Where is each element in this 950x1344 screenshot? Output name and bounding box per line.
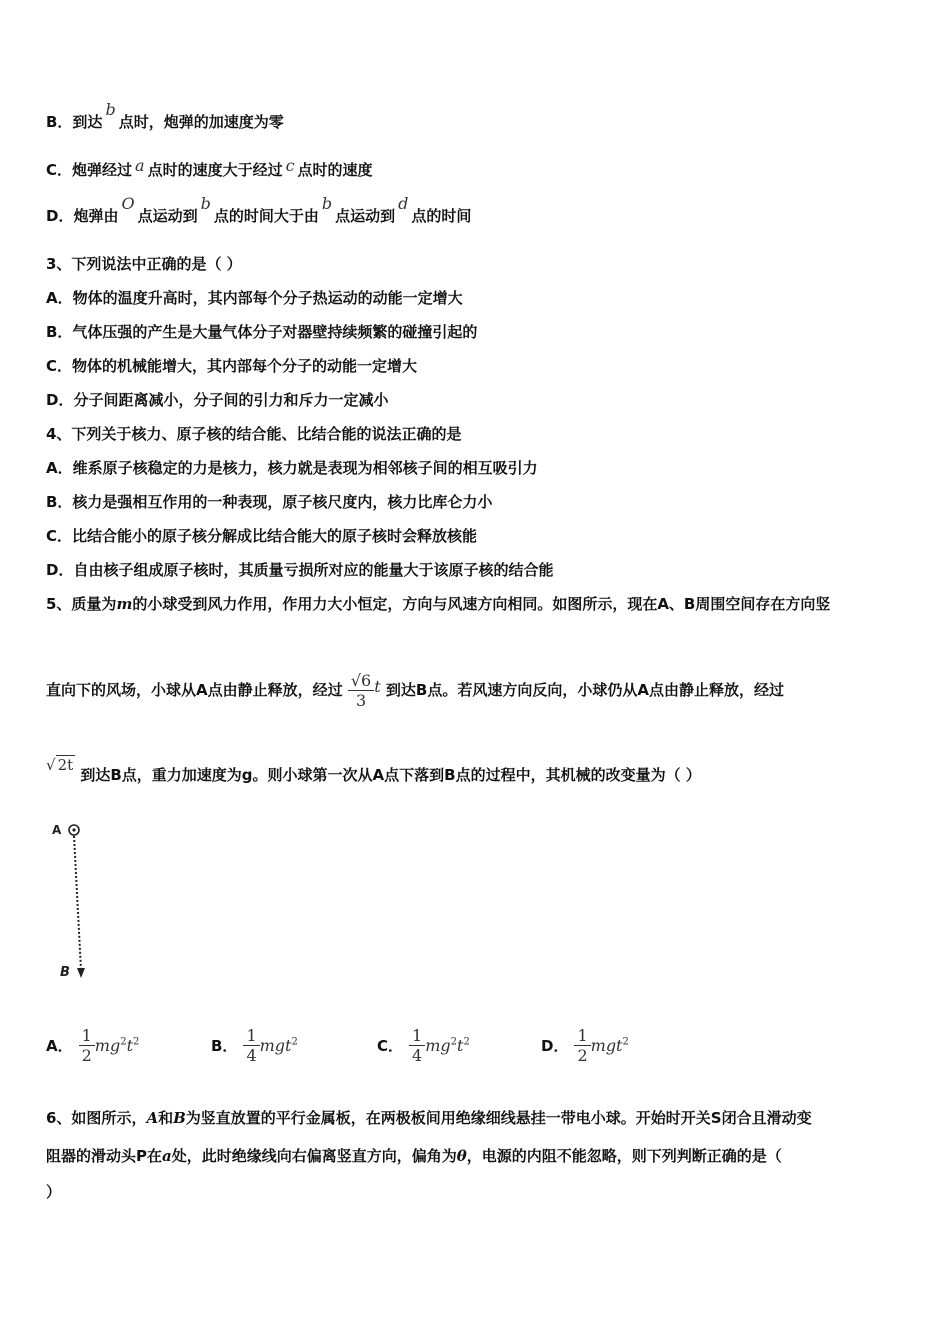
q6-stem-line1: 6、如图所示，A和B为竖直放置的平行金属板，在两极板间用绝缘细线悬挂一带电小球。开始时开关S闭合且滑动变 bbox=[46, 1109, 812, 1127]
q5-stem-line3: √ 2t 到达B点，重力加速度为g。则小球第一次从A点下落到B点的过程中，其机械的改变量为（ ） bbox=[46, 756, 701, 784]
q4-option-a: A．维系原子核稳定的力是核力，核力就是表现为相邻核子间的相互吸引力 bbox=[46, 459, 538, 477]
arrow-head bbox=[77, 968, 85, 978]
point-b-label: B bbox=[60, 965, 70, 980]
q6-stem-line2: 阻器的滑动头P在a处，此时绝缘线向右偏离竖直方向，偏角为θ，电源的内阻不能忽略，则下列判断正确的是（ bbox=[46, 1147, 782, 1165]
q5-time-fraction: $\frac{√6}{3}$ bbox=[348, 671, 374, 710]
point-a-label: A bbox=[52, 823, 62, 837]
q4-option-d: D．自由核子组成原子核时，其质量亏损所对应的能量大于该原子核的结合能 bbox=[46, 561, 554, 579]
q5-option-a: A． $\frac{1}{2}$ $mg^2t^2$ bbox=[46, 1026, 140, 1065]
trajectory-line bbox=[74, 836, 81, 970]
q3-option-c: C．物体的机械能增大，其内部每个分子的动能一定增大 bbox=[46, 357, 418, 375]
q3-stem: 3、下列说法中正确的是（ ） bbox=[46, 255, 242, 273]
q2-option-b: B．到达b点时，炮弹的加速度为零 bbox=[46, 100, 284, 131]
q3-option-a: A．物体的温度升高时，其内部每个分子热运动的动能一定增大 bbox=[46, 289, 463, 307]
q3-option-b: B．气体压强的产生是大量气体分子对器壁持续频繁的碰撞引起的 bbox=[46, 323, 478, 341]
q2-option-c: C．炮弹经过 a 点时的速度大于经过 c 点时的速度 bbox=[46, 156, 373, 179]
q5-sqrt-expression: √ 2t bbox=[46, 756, 74, 774]
q6-stem-line3: ） bbox=[46, 1183, 62, 1201]
q5-option-b: B． $\frac{1}{4}$ mgt$^2$ bbox=[211, 1026, 298, 1065]
q4-option-b: B．核力是强相互作用的一种表现，原子核尺度内，核力比库仑力小 bbox=[46, 493, 493, 511]
q5-stem-line2: 直向下的风场，小球从A点由静止释放，经过 $\frac{√6}{3}$ t 到达B点。若风速方向反向，小球仍从A点由静止释放，经过 bbox=[46, 671, 784, 710]
q4-stem: 4、下列关于核力、原子核的结合能、比结合能的说法正确的是 bbox=[46, 425, 462, 443]
q2-option-d: D．炮弹由O点运动到b点的时间大于由b点运动到d点的时间 bbox=[46, 194, 472, 225]
q4-option-c: C．比结合能小的原子核分解成比结合能大的原子核时会释放核能 bbox=[46, 527, 478, 545]
q3-option-d: D．分子间距离减小，分子间的引力和斥力一定减小 bbox=[46, 391, 389, 409]
q5-option-c: C． $\frac{1}{4}$ $mg^2t^2$ bbox=[377, 1026, 470, 1065]
q5-stem-line1: 5、质量为m的小球受到风力作用，作用力大小恒定，方向与风速方向相同。如图所示，现在A、B周围空间存在方向竖 bbox=[46, 595, 831, 613]
q5-option-d: D． $\frac{1}{2}$ mgt$^2$ bbox=[541, 1026, 629, 1065]
wind-field-diagram bbox=[50, 818, 100, 988]
q5-figure bbox=[50, 818, 100, 988]
